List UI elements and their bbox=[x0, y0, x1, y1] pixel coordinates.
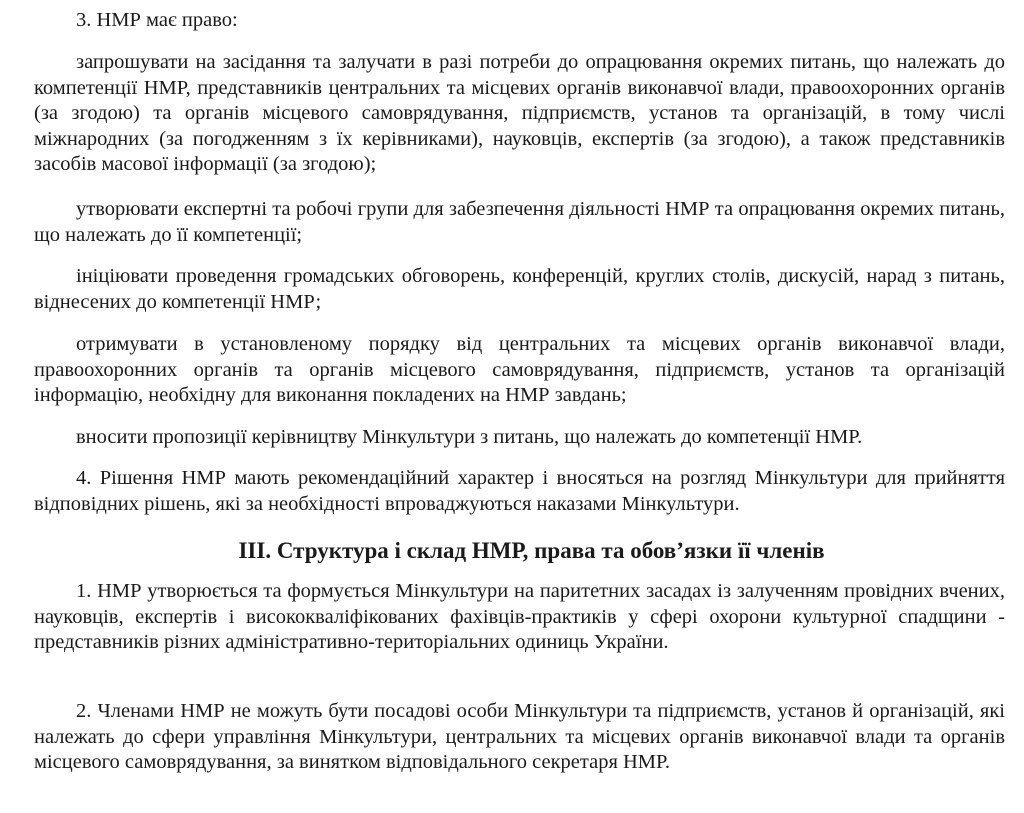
right-information: отримувати в установленому порядку від центральних та місцевих органів виконавчої влади, правоохоронних органів та органів місцевого самоврядування, підприємств, установ та організацій інформацію, необхідну для виконання покладених на НМР завдань; bbox=[34, 333, 1005, 407]
section3-item2: 2. Членами НМР не можуть бути посадові особи Мінкультури та підприємств, установ й організацій, які належать до сфери управління Мінкультури, центральних та місцевих органів виконавчої влади та органів місцевого самоврядування, за винятком відповідального секретаря НМР. bbox=[34, 700, 1005, 774]
item3-intro: 3. НМР має право: bbox=[76, 9, 238, 31]
right-invite: запрошувати на засідання та залучати в разі потреби до опрацювання окремих питань, що належать до компетенції НМР, представників центральних та місцевих органів виконавчої влади, правоохоронних органів (за згодою) та органів місцевого самоврядування, підприємств, установ та організацій, в тому числі міжнародних (за погодженням з їх керівниками), науковців, експертів (за згодою), а також представників засобів масової інформації (за згодою); bbox=[34, 51, 1005, 176]
right-proposals: вносити пропозиції керівництву Мінкультури з питань, що належать до компетенції НМР. bbox=[76, 426, 863, 448]
item4-decisions: 4. Рішення НМР мають рекомендаційний характер і вносяться на розгляд Мінкультури для прийняття відповідних рішень, які за необхідності впроваджуються наказами Мінкультури. bbox=[34, 467, 1005, 515]
section3-heading: ІІІ. Структура і склад НМР, права та обов’язки її членів bbox=[238, 538, 825, 563]
right-discussions: ініціювати проведення громадських обговорень, конференцій, круглих столів, дискусій, нарад з питань, віднесених до компетенції НМР; bbox=[34, 265, 1005, 313]
right-groups: утворювати експертні та робочі групи для забезпечення діяльності НМР та опрацювання окремих питань, що належать до її компетенції; bbox=[34, 198, 1005, 246]
section3-item1: 1. НМР утворюється та формується Мінкультури на паритетних засадах із залученням провідних вчених, науковців, експертів і висококваліфікованих фахівців-практиків у сфері охорони культурної спадщини - представників різних адміністративно-територіальних одиниць України. bbox=[34, 580, 1005, 654]
